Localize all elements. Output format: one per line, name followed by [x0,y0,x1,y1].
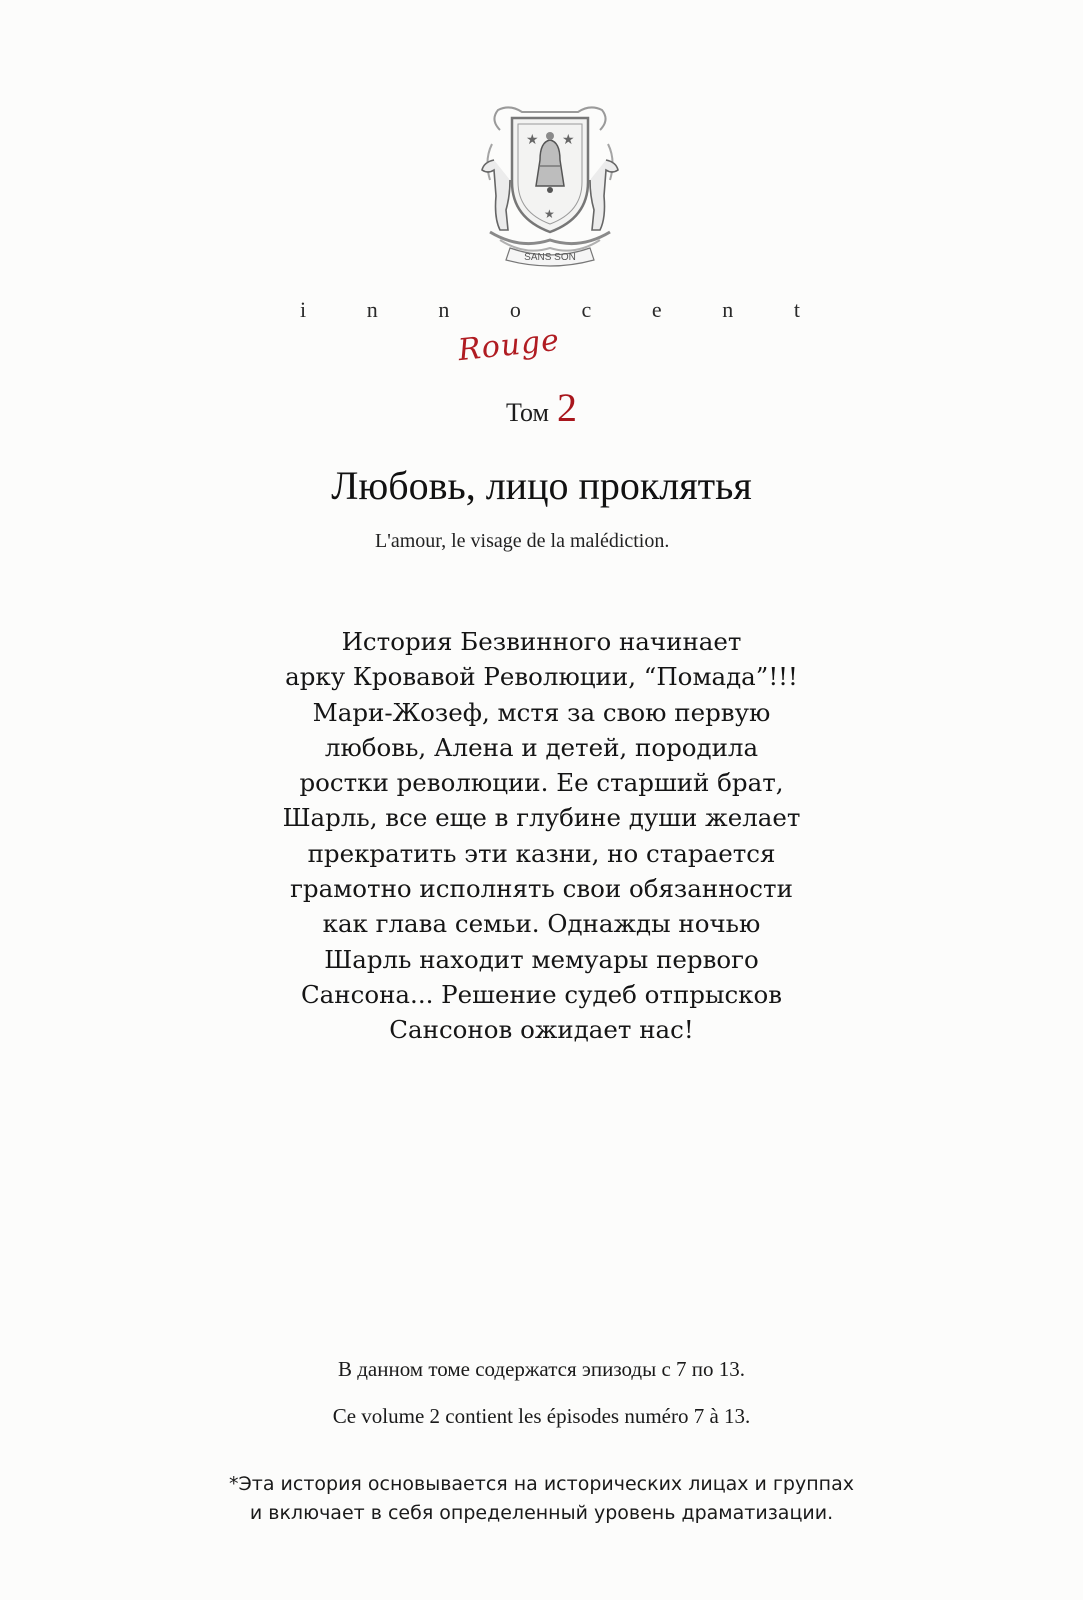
volume-word: Том [506,398,549,427]
series-letter: n [438,297,450,322]
synopsis-line: Сансонов ожидает нас! [389,1015,694,1045]
synopsis-line: Шарль находит мемуары первого [324,944,759,974]
synopsis-text [0,624,1083,1048]
svg-text:★: ★ [526,132,539,148]
series-script-rouge: Rouge [456,322,562,369]
disclaimer-line: и включает в себя определенный уровень драматизации. [249,1502,834,1524]
series-letter: i [300,297,307,322]
synopsis-line: ростки революции. Ее старший брат, [299,768,784,798]
coat-of-arms-emblem [470,100,630,268]
synopsis-line: арку Кровавой Революции, “Помада”!!! [285,662,798,692]
series-letter: n [366,297,378,322]
series-letter: o [509,297,521,322]
synopsis-line: История Безвинного начинает [341,627,742,656]
volume-number: 2 [556,385,577,430]
volume-title: Любовь, лицо проклятья [331,463,752,508]
synopsis-line: любовь, Алена и детей, породила [324,732,759,762]
series-letter: c [581,297,592,322]
disclaimer-line: *Эта история основывается на исторических лицах и группах [229,1473,854,1495]
episodes-note-french: Ce volume 2 contient les épisodes numéro 7 à 13. [332,1404,751,1428]
svg-text:★: ★ [562,132,575,148]
episodes-note-russian: В данном томе содержатся эпизоды с 7 по 13. [337,1357,746,1381]
synopsis-line: грамотно исполнять свои обязанности [290,874,793,904]
synopsis-line: Мари-Жозеф, мстя за свою первую [312,697,771,727]
series-letter: e [651,297,662,322]
volume-subtitle-french: L'amour, le visage de la malédiction. [375,530,670,552]
synopsis-line: Шарль, все еще в глубине души желает [282,803,801,833]
svg-text:★: ★ [544,207,555,221]
synopsis-line: как глава семьи. Однажды ночью [322,909,761,939]
crest-motto: SANS SON [524,252,576,263]
synopsis-line: Сансона... Решение судеб отпрысков [300,979,783,1009]
series-letter: n [722,297,734,322]
disclaimer-note [0,1470,1083,1528]
synopsis-line: прекратить эти казни, но старается [307,838,776,868]
series-letter: t [793,297,800,322]
volume-label [0,384,1083,431]
series-title-innocent [300,297,800,323]
